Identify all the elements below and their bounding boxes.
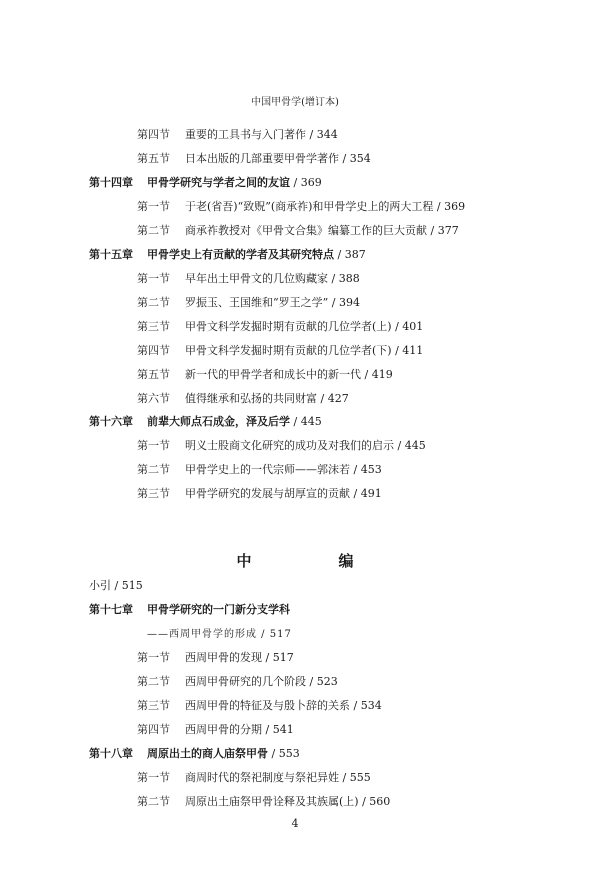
entry-page: / 534: [350, 699, 382, 712]
entry-title: 明义士股商文化研究的成功及对我们的启示: [185, 439, 394, 452]
part-title: 中 编: [236, 552, 390, 570]
entry-page: / 354: [339, 152, 371, 165]
entry-title: 甲骨学史上有贡献的学者及其研究特点: [147, 248, 334, 261]
entry-label: 第十五章: [89, 248, 133, 261]
entry-title: 日本出版的几部重要甲骨学著作: [185, 152, 339, 165]
entry-title: 罗振玉、王国维和“罗王之学”: [185, 296, 329, 309]
entry-page: / 553: [268, 747, 300, 760]
toc-entry: [89, 577, 143, 593]
entry-page: / 344: [306, 128, 338, 141]
toc-section-entry: [137, 461, 382, 477]
entry-label: 第二节: [137, 795, 170, 808]
entry-page: / 523: [306, 675, 338, 688]
entry-title: 周原出土的商人庙祭甲骨: [147, 747, 268, 760]
entry-title: 甲骨文科学发掘时期有贡献的几位学者(上): [185, 320, 392, 333]
entry-title: 商周时代的祭祀制度与祭祀异姓: [185, 771, 339, 784]
toc-section-entry: [137, 793, 390, 809]
entry-page: / 369: [290, 176, 322, 189]
entry-page: / 555: [339, 771, 371, 784]
entry-label: 第五节: [137, 152, 170, 165]
toc-section-entry: [137, 673, 338, 689]
entry-page: / 515: [111, 579, 143, 592]
toc-chapter-entry: [89, 246, 366, 262]
entry-label: 第三节: [137, 699, 170, 712]
entry-label: 第三节: [137, 487, 170, 500]
entry-label: 第一节: [137, 439, 170, 452]
entry-label: 第五节: [137, 368, 170, 381]
entry-title: 重要的工具书与入门著作: [185, 128, 306, 141]
entry-label: 第二节: [137, 675, 170, 688]
entry-label: 第二节: [137, 224, 170, 237]
entry-label: 第三节: [137, 320, 170, 333]
page-number: 4: [291, 817, 299, 830]
entry-title: 新一代的甲骨学者和成长中的新一代: [185, 368, 361, 381]
entry-title: 前辈大师点石成金，泽及后学: [147, 415, 290, 428]
toc-chapter-entry: [89, 745, 300, 761]
entry-title: 值得继承和弘扬的共同财富: [185, 392, 317, 405]
entry-label: 第二节: [137, 463, 170, 476]
entry-page: / 445: [290, 415, 322, 428]
entry-title: 甲骨学史上的一代宗师——郭沫若: [185, 463, 350, 476]
entry-page: / 491: [350, 487, 382, 500]
toc-section-entry: [137, 437, 426, 453]
entry-title: 于老(省吾)“致贶”(商承祚)和甲骨学史上的两大工程: [185, 200, 434, 213]
entry-title: 西周甲骨研究的几个阶段: [185, 675, 306, 688]
entry-page: / 419: [361, 368, 393, 381]
entry-label: 第四节: [137, 723, 170, 736]
toc-section-entry: [137, 649, 294, 665]
entry-page: / 427: [317, 392, 349, 405]
toc-section-entry: [137, 390, 349, 406]
entry-label: 第十八章: [89, 747, 133, 760]
entry-page: / 377: [427, 224, 459, 237]
toc-section-entry: [137, 318, 423, 334]
entry-page: / 369: [433, 200, 466, 213]
entry-label: 第十六章: [89, 415, 133, 428]
toc-section-entry: [137, 342, 423, 358]
entry-page: / 388: [328, 272, 360, 285]
entry-page: / 401: [391, 320, 424, 333]
running-header: 中国甲骨学(增订本): [251, 97, 339, 108]
toc-section-entry: [137, 697, 382, 713]
entry-page: / 394: [328, 296, 360, 309]
entry-page: / 541: [262, 723, 294, 736]
entry-label: 第六节: [137, 392, 170, 405]
toc-entry: [147, 625, 292, 640]
toc-section-entry: [137, 366, 393, 382]
entry-page: / 453: [350, 463, 382, 476]
toc-chapter-entry: [89, 174, 322, 190]
entry-title: 西周甲骨的分期: [185, 723, 262, 736]
entry-title: ——西周甲骨学的形成: [147, 629, 257, 640]
toc-section-entry: [137, 222, 459, 238]
entry-label: 第一节: [137, 200, 170, 213]
entry-title: 早年出土甲骨文的几位购藏家: [185, 272, 328, 285]
entry-page: / 517: [262, 651, 294, 664]
entry-title: 西周甲骨的发现: [185, 651, 262, 664]
entry-title: 商承祚教授对《甲骨文合集》编纂工作的巨大贡献: [185, 224, 427, 237]
entry-page: / 445: [394, 439, 426, 452]
toc-section-entry: [137, 198, 465, 214]
toc-section-entry: [137, 270, 360, 286]
entry-label: 第一节: [137, 651, 170, 664]
entry-label: 第四节: [137, 344, 170, 357]
toc-section-entry: [137, 485, 382, 501]
entry-label: 第十七章: [89, 603, 133, 616]
entry-page: / 517: [257, 629, 292, 640]
entry-page: / 387: [334, 248, 366, 261]
entry-title: 甲骨学研究的发展与胡厚宣的贡献: [185, 487, 350, 500]
toc-chapter-entry: [89, 601, 290, 617]
entry-page: / 411: [391, 344, 424, 357]
entry-title: 甲骨学研究与学者之间的友谊: [147, 176, 290, 189]
toc-section-entry: [137, 294, 360, 310]
entry-title: 甲骨文科学发掘时期有贡献的几位学者(下): [185, 344, 392, 357]
toc-section-entry: [137, 769, 371, 785]
toc-section-entry: [137, 126, 338, 142]
entry-label: 第一节: [137, 771, 170, 784]
entry-label: 第一节: [137, 272, 170, 285]
toc-section-entry: [137, 150, 371, 166]
entry-label: 第十四章: [89, 176, 133, 189]
entry-title: 周原出土庙祭甲骨诠释及其族属(上): [185, 795, 359, 808]
toc-chapter-entry: [89, 413, 322, 429]
entry-label: 第二节: [137, 296, 170, 309]
entry-title: 西周甲骨的特征及与殷卜辞的关系: [185, 699, 350, 712]
entry-page: / 560: [358, 795, 391, 808]
entry-label: 第四节: [137, 128, 170, 141]
toc-section-entry: [137, 721, 294, 737]
entry-title: 甲骨学研究的一门新分支学科: [147, 603, 290, 616]
entry-title: 小引: [89, 579, 111, 592]
